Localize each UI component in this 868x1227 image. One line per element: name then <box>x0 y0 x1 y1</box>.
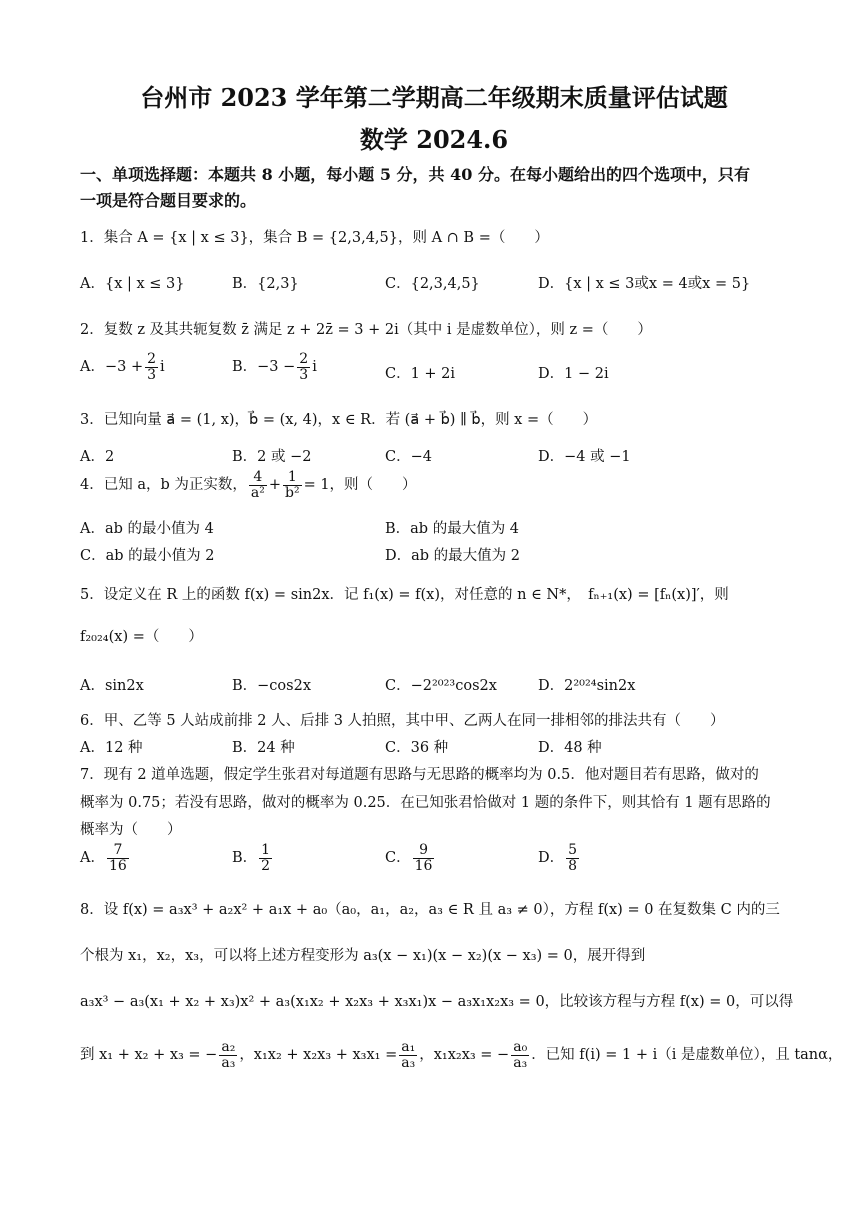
q8-line4-part-a: 到 x₁ + x₂ + x₃ = − <box>80 1047 218 1064</box>
page-title: 台州市 2023 学年第二学期高二年级期末质量评估试题 <box>140 83 728 112</box>
q4-f2-num: 1 <box>283 470 302 486</box>
q8-fraction-c <box>511 1040 529 1070</box>
q8-line4-part-c: ，x₁x₂x₃ = − <box>419 1047 510 1064</box>
question-1-stem: 1．集合 A = {x | x ≤ 3}，集合 B = {2,3,4,5}，则 A ∩ B =（ ） <box>80 230 549 246</box>
question-8-line2: 个根为 x₁，x₂，x₃，可以将上述方程变形为 a₃(x − x₁)(x − x₂)(x − x₃) = 0，展开得到 <box>80 948 646 964</box>
question-6-option-b: B．24 种 <box>232 740 295 756</box>
question-3-stem: 3．已知向量 a⃗ = (1, x)，b⃗ = (x, 4)，x ∈ R．若 (a⃗ + b⃗) ∥ b⃗，则 x =（ ） <box>80 412 598 428</box>
q4-fraction-1 <box>249 470 267 500</box>
question-8-line4 <box>80 1040 842 1070</box>
q8-fc-num: a₀ <box>513 1039 528 1055</box>
question-8-line3: a₃x³ − a₃(x₁ + x₂ + x₃)x² + a₃(x₁x₂ + x₂x₃ + x₃x₁)x − a₃x₁x₂x₃ = 0，比较该方程与方程 f(x) = 0，可以得 <box>80 994 794 1010</box>
question-7-stem-line2: 概率为 0.75；若没有思路，做对的概率为 0.25．在已知张君恰做对 1 题的条件下，则其恰有 1 题有思路的 <box>80 795 771 811</box>
q2b-num: 2 <box>299 351 309 367</box>
section-heading-line1: 一、单项选择题：本题共 8 小题，每小题 5 分，共 40 分。在每小题给出的四个选项中，只有 <box>80 165 750 184</box>
question-4-stem <box>80 470 417 500</box>
q7b-den: 2 <box>261 857 271 874</box>
q2a-fraction <box>145 352 158 382</box>
q8-fraction-b <box>399 1040 417 1070</box>
q7c-num: 9 <box>413 843 435 859</box>
q7b-label: B． <box>232 850 258 867</box>
question-2-stem: 2．复数 z 及其共轭复数 z̄ 满足 z + 2z̄ = 3 + 2i（其中 i 是虚数单位），则 z =（ ） <box>80 322 652 338</box>
q4-stem-prefix: 4．已知 a，b 为正实数， <box>80 477 247 494</box>
question-2-option-c: C．1 + 2i <box>385 366 456 382</box>
question-4-option-d: D．ab 的最大值为 2 <box>385 548 520 564</box>
q7c-den: 16 <box>414 857 433 874</box>
q7a-label: A． <box>80 850 105 867</box>
question-7-option-b <box>232 843 274 873</box>
question-6-option-a: A．12 种 <box>80 740 143 756</box>
question-8-line1: 8．设 f(x) = a₃x³ + a₂x² + a₁x + a₀（a₀，a₁，a₂，a₃ ∈ R 且 a₃ ≠ 0），方程 f(x) = 0 在复数集 C 内的三 <box>80 902 780 918</box>
q7a-num: 7 <box>107 843 129 859</box>
question-5-stem-line1: 5．设定义在 R 上的函数 f(x) = sin2x．记 f₁(x) = f(x)，对任意的 n ∈ N*， fₙ₊₁(x) = [fₙ(x)]′，则 <box>80 587 729 603</box>
q4-f2-den: b² <box>285 484 300 501</box>
question-7-stem-line1: 7．现有 2 道单选题，假定学生张君对每道题有思路与无思路的概率均为 0.5．他对题目若有思路，做对的 <box>80 767 759 783</box>
question-1-option-b: B．{2,3} <box>232 276 299 292</box>
question-7-option-a <box>80 843 131 873</box>
q4-f1-den: a² <box>250 484 265 501</box>
q8-line4-part-d: ．已知 f(i) = 1 + i（i 是虚数单位），且 tanα， <box>531 1047 843 1064</box>
q2b-prefix: B．−3 − <box>232 359 296 376</box>
question-5-option-d: D．2²⁰²⁴sin2x <box>538 678 636 694</box>
q2b-den: 3 <box>299 366 309 383</box>
q2a-prefix: A．−3 + <box>80 359 144 376</box>
question-4-option-a: A．ab 的最小值为 4 <box>80 521 214 537</box>
q4-f1-num: 4 <box>249 470 267 486</box>
question-2-option-b <box>232 352 317 382</box>
question-5-option-b: B．−cos2x <box>232 678 311 694</box>
question-1-option-d: D．{x | x ≤ 3或x = 4或x = 5} <box>538 276 751 292</box>
question-6-option-d: D．48 种 <box>538 740 602 756</box>
q8-fb-num: a₁ <box>401 1039 416 1055</box>
q4-plus: + <box>268 477 281 494</box>
q8-fa-den: a₃ <box>221 1054 236 1071</box>
question-7-option-d <box>538 843 581 873</box>
question-6-option-c: C．36 种 <box>385 740 449 756</box>
question-5-option-a: A．sin2x <box>80 678 144 694</box>
question-3-option-d: D．−4 或 −1 <box>538 449 631 465</box>
q7b-num: 1 <box>261 842 271 858</box>
page-subtitle: 数学 2024.6 <box>359 125 509 154</box>
q7d-fraction <box>566 843 579 873</box>
q4-stem-suffix: = 1，则（ ） <box>303 477 417 494</box>
q8-fb-den: a₃ <box>401 1054 416 1071</box>
q8-fc-den: a₃ <box>513 1054 528 1071</box>
q7c-fraction <box>413 843 435 873</box>
q4-fraction-2 <box>283 470 302 500</box>
section-heading-line2: 一项是符合题目要求的。 <box>80 191 257 210</box>
q7c-label: C． <box>385 850 411 867</box>
q2a-suffix: i <box>160 359 165 376</box>
q2a-den: 3 <box>147 366 157 383</box>
q7a-den: 16 <box>108 857 127 874</box>
q8-line4-part-b: ，x₁x₂ + x₂x₃ + x₃x₁ = <box>239 1047 398 1064</box>
question-6-stem: 6．甲、乙等 5 人站成前排 2 人、后排 3 人拍照，其中甲、乙两人在同一排相邻的排法共有（ ） <box>80 713 725 729</box>
question-4-option-c: C．ab 的最小值为 2 <box>80 548 215 564</box>
question-1-option-c: C．{2,3,4,5} <box>385 276 480 292</box>
q8-fa-num: a₂ <box>221 1039 236 1055</box>
question-4-option-b: B．ab 的最大值为 4 <box>385 521 520 537</box>
question-5-stem-line2: f₂₀₂₄(x) =（ ） <box>80 629 203 645</box>
question-5-option-c: C．−2²⁰²³cos2x <box>385 678 497 694</box>
q7b-fraction <box>259 843 272 873</box>
question-3-option-a: A．2 <box>80 449 115 465</box>
q7a-fraction <box>107 843 129 873</box>
q7d-num: 5 <box>568 842 578 858</box>
q7d-den: 8 <box>568 857 578 874</box>
question-1-option-a: A．{x | x ≤ 3} <box>80 276 185 292</box>
question-2-option-d: D．1 − 2i <box>538 366 609 382</box>
question-2-option-a <box>80 352 165 382</box>
q7d-label: D． <box>538 850 565 867</box>
question-7-stem-line3: 概率为（ ） <box>80 822 182 838</box>
question-3-option-c: C．−4 <box>385 449 432 465</box>
question-3-option-b: B．2 或 −2 <box>232 449 312 465</box>
q2b-fraction <box>297 352 310 382</box>
q2a-num: 2 <box>147 351 157 367</box>
q8-fraction-a <box>219 1040 237 1070</box>
question-7-option-c <box>385 843 436 873</box>
q2b-suffix: i <box>312 359 317 376</box>
